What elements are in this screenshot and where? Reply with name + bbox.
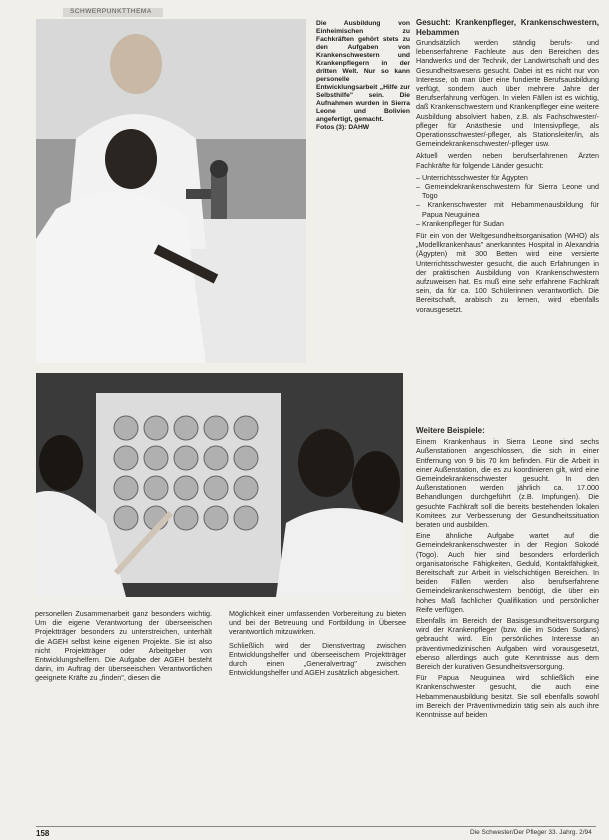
bottom-column-2 xyxy=(229,609,406,681)
bottom-paragraph-3: Schließlich wird der Dienstvertrag zwischen Entwicklungshelfer und überseeischem Projektträger durch einen „Generalvertrag" zwischen Entwicklungshelfer und AGEH zusätzlich abgesichert. xyxy=(229,640,406,678)
article-paragraph-1: Grundsätzlich werden ständig berufs- und lebenserfahrene Fachleute aus den Bereichen des Handwerks und der Technik, der Landwirtschaft und des Gesundheitswesens gesucht. Dabei ist es nicht nur von Interesse, ob man über eine fundierte Berufsausbildung verfügt, sondern auch über mehrere Jahre der Berufserfahrung verfügen. In vielen Fällen ist es wichtig, daß Krankenschwestern und Krankenpfleger eine weitere Ausbildung absolviert haben, z.B. als Fachschwester/-pfleger für Anästhesie und Intensivpflege, als Operationsschwester/-pfleger, als Stationsleiter/in, als Gemeindekrankenschwester/-pfleger usw. xyxy=(416,38,599,149)
list-item: – Krankenpfleger für Sudan xyxy=(416,218,504,228)
photo-board-illustration xyxy=(36,373,403,597)
caption-credit: Fotos (3): DAHW xyxy=(316,124,370,131)
article-heading: Gesucht: Krankenpfleger, Krankenschwestern, Hebammen xyxy=(416,18,599,37)
bottom-column-1 xyxy=(35,609,212,687)
list-item: – Krankenschwester mit Hebammenausbildung für Papua Neuguinea xyxy=(416,200,599,219)
page-number: 158 xyxy=(36,829,50,838)
bottom-paragraph-2: Möglichkeit einer umfassenden Vorbereitung zu bieten und bei der Betreuung und Fortbildung in Übersee verantwortlich mitzuwirken. xyxy=(229,609,406,637)
footer-source: Die Schwester/Der Pfleger 33. Jahrg. 2/94 xyxy=(470,829,592,836)
examples-paragraph-3: Ebenfalls im Bereich der Basisgesundheitsversorgung wird der Krankenpfleger (bzw. die im Süden Sudans) gebraucht wird. Ein persönliches Interesse an präventivmedizinischen Aufgaben wird vorausgesetzt, ebenso allerdings auch gute Kenntnisse aus dem Bereich der kurativen Gesundheitsversorgung. xyxy=(416,616,599,672)
article-column xyxy=(416,18,599,317)
examples-column xyxy=(416,426,599,721)
article-paragraph-3: Für ein von der Weltgesundheitsorganisation (WHO) als „Modellkrankenhaus" anerkanntes Hospital in Alexandria (Ägypten) mit 300 Betten wird eine versierte Unterrichtsschwester gesucht, die auch Erfahrungen in der praktischen Ausbildung von Krankenschwestern aufzuweisen hat. Es muß eine sehr erfahrene Fachkraft sein, da für ca. 100 Schülerinnen verantwortlich. Die Bereitschaft, arabisch zu lernen, wird ebenfalls vorausgesetzt. xyxy=(416,231,599,314)
bottom-paragraph-1: personellen Zusammenarbeit ganz besonders wichtig. Um die eigene Verantwortung der überseeischen Projektträger besonders zu unterstreichen, unterhält die AGEH selbst keine eigenen Projekte. Sie ist also nicht Projektträger oder Arbeitgeber von Entwicklungshelfern. Die Aufgabe der AGEH besteht darin, im Auftrag der überseeischen Verantwortlichen geeignete Kräfte zu „finden", diesen die xyxy=(35,609,212,683)
footer-rule xyxy=(36,826,596,827)
section-label: SCHWERPUNKTTHEMA xyxy=(70,8,152,15)
examples-paragraph-1: Einem Krankenhaus in Sierra Leone sind sechs Außenstationen angeschlossen, die sich in einer Entfernung von 9 bis 70 km befinden. Für die Arbeit in einer Außenstation, die es zu koordinieren gilt, wird eine Gemeindekrankenschwester gesucht. In den Außenstationen werden jährlich ca. 17.000 Behandlungen durchgeführt (z.B. Impfungen). Die gesuchte Fachkraft soll die bereits bestehenden lokalen Komitees zur Verbesserung der Gesundheitssituation beraten und ausbilden. xyxy=(416,437,599,530)
photo-lab-microscope xyxy=(36,19,306,363)
examples-paragraph-2: Eine ähnliche Aufgabe wartet auf die Gemeindekrankenschwester in der Region Sokodé (Togo). Auch hier sind besonders erforderlich organisatorische Fähigkeiten, Geduld, Kontaktfähigkeit, Bereitschaft zur Arbeit in vielschichtigen Bereichen. In beiden Fällen werden also berufserfahrene Gemeindekrankenschwestern benötigt, die über ein hohes Maß fachlicher Qualifikation und persönlicher Reife verfügen. xyxy=(416,531,599,614)
photo-petri-dish-board xyxy=(36,373,403,597)
article-paragraph-2: Aktuell werden neben berufserfahrenen Ärzten Fachkräfte für folgende Länder gesucht: xyxy=(416,151,599,170)
country-list xyxy=(416,173,599,228)
caption-text: Die Ausbildung von Einheimischen zu Fachkräften gehört stets zu den Aufgaben von Krankenschwestern und Krankenpflegern in der dritten Welt. Nur so kann personelle Entwicklungsarbeit „Hilfe zur Selbsthilfe" sein. Die Aufnahmen wurden in Sierra Leone und Bolivien angefertigt, gemacht. xyxy=(316,20,410,123)
list-item: – Unterrichtsschwester für Ägypten xyxy=(416,172,528,182)
examples-paragraph-4: Für Papua Neuguinea wird schließlich eine Krankenschwester gesucht, die auch eine Hebammenausbildung besitzt. Sie soll ebenfalls sowohl im Bereich der Präventivmedizin tätig sein als auch ihre Kenntnisse auf beiden xyxy=(416,673,599,720)
photo-caption xyxy=(316,20,410,132)
list-item: – Gemeindekrankenschwestern für Sierra Leone und Togo xyxy=(416,182,599,201)
photo-lab-illustration xyxy=(36,19,306,363)
examples-heading: Weitere Beispiele: xyxy=(416,426,485,435)
